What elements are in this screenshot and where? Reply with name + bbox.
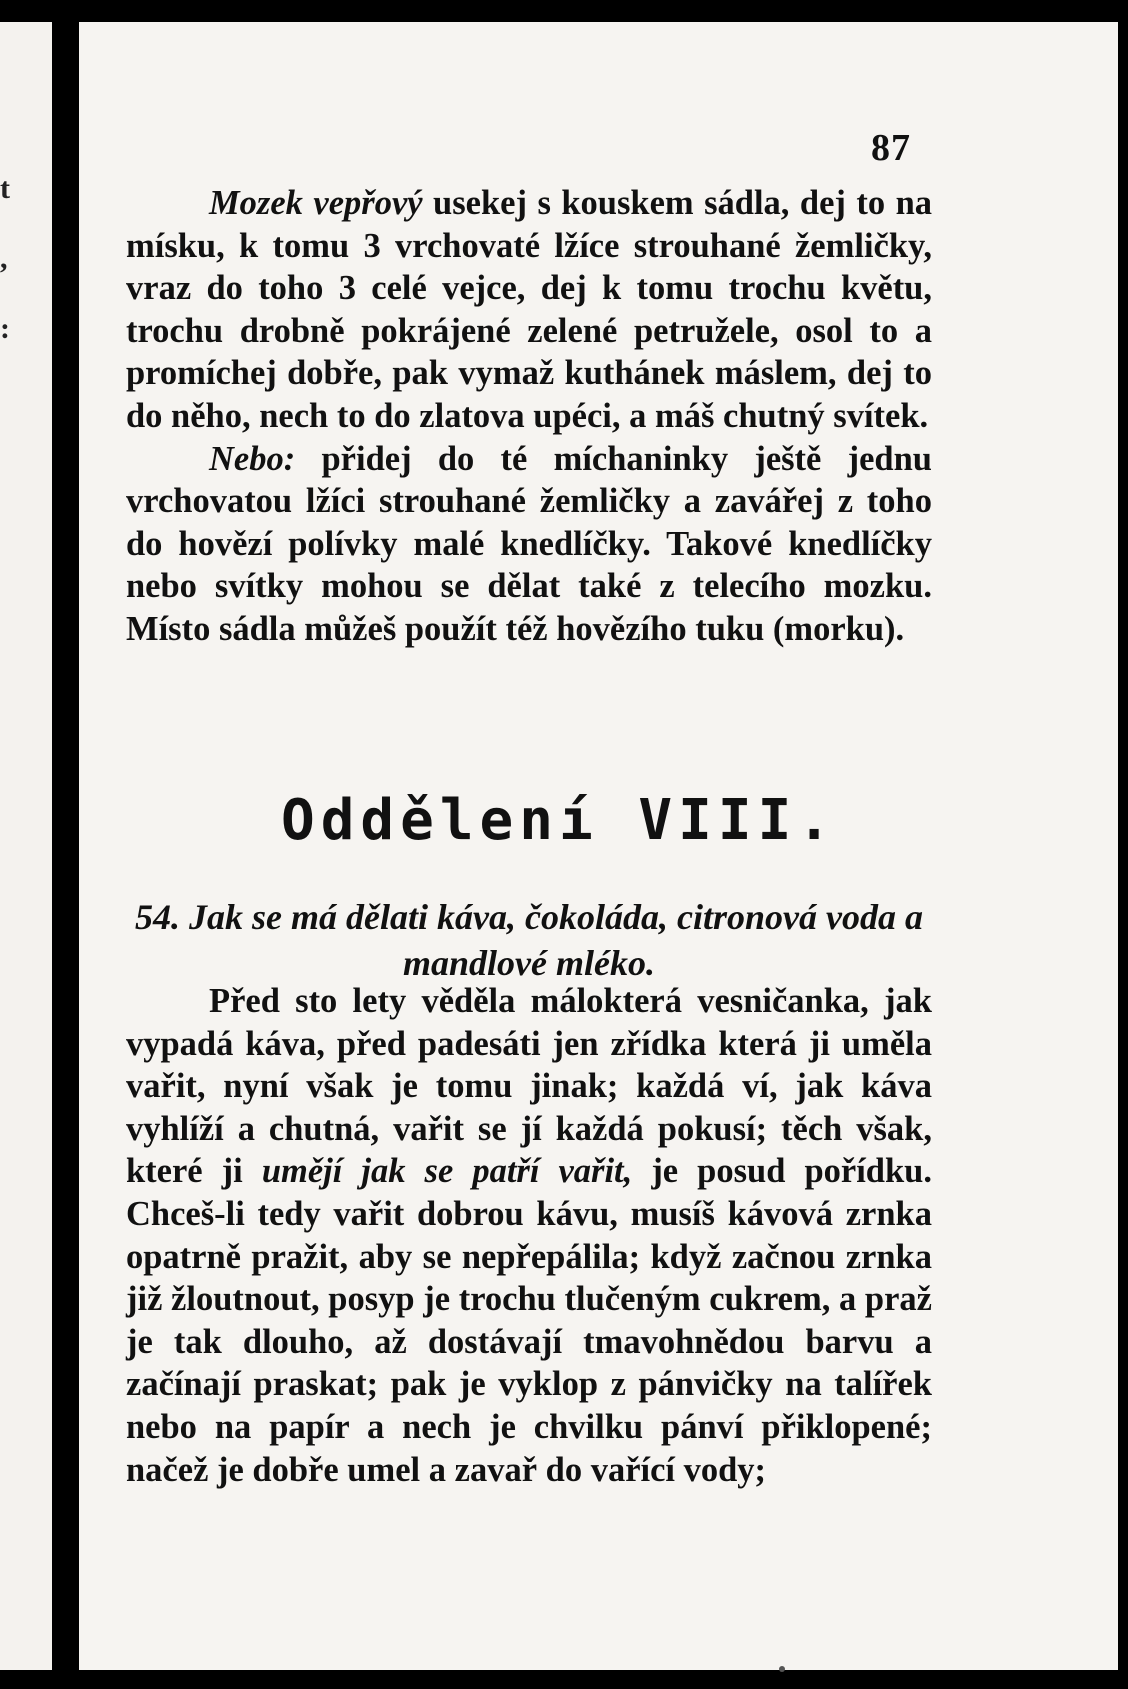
paragraph-text: přidej do té míchaninky ještě jednu vrchovatou lžíci strouhané žemličky a zavářej z toho do hovězí polívky malé knedlíčky. Takové knedlíčky nebo svítky mohou se dělat také z telecího mozku. Místo sádla můžeš použít též hovězího tuku (morku). [126,439,932,648]
emphasis-text: umějí jak se patří vařit, [261,1152,633,1191]
book-page [79,22,1118,1670]
recipe-text-brain [126,182,932,651]
chapter-subheading: 54. Jak se má dělati káva, čokoláda, citronová voda a mandlové mléko. [135,897,923,983]
variant-lead: Nebo: [209,439,296,478]
adjacent-page-edge [0,22,52,1670]
paragraph [126,182,932,438]
margin-fragment: t [0,172,10,205]
paragraph [126,980,932,1491]
margin-fragment: , [0,242,8,275]
paragraph [126,438,932,651]
paragraph-text: Před sto lety věděla málokterá vesničanka, jak vypadá káva, před padesáti jen zřídka která ji uměla vařit, nyní však je tomu jinak; každá ví, jak káva vyhlíží a chutná, vařit se jí každá pokusí; těch však, které ji [126,982,932,1191]
coffee-text [126,980,932,1491]
recipe-title-inline: Mozek vepřový [209,184,423,222]
margin-fragment: : [0,312,10,345]
page-number: 87 [871,127,911,169]
section-heading: Oddělení VIII. [280,788,837,853]
print-speck [779,1666,785,1672]
paragraph-text: usekej s kouskem sádla, dej to na mísku, k tomu 3 vrchovaté lžíce strouhané žemličky, vraz do toho 3 celé vejce, dej k tomu trochu květu, trochu drobně pokrájené zelené petruželе, osol to a promíchej dobře, pak vymaž kuthánek máslem, dej to do něho, nech to do zlatova upéci, a máš chutný svítek. [126,184,933,435]
paragraph-text: je posud pořídku. Chceš-li tedy vařit dobrou kávu, musíš kávová zrnka opatrně pražit, aby se nepřepálila; když začnou zrnka již žloutnout, posyp je trochu tlučeným cukrem, a praž je tak dlouho, až dostávají tmavohnědou barvu a začínají praskat; pak je vyklop z pánvičky na talířek nebo na papír a nech je chvilku pánví přiklopené; načež je dobře umel a zavař do vařící vody; [126,1152,932,1489]
